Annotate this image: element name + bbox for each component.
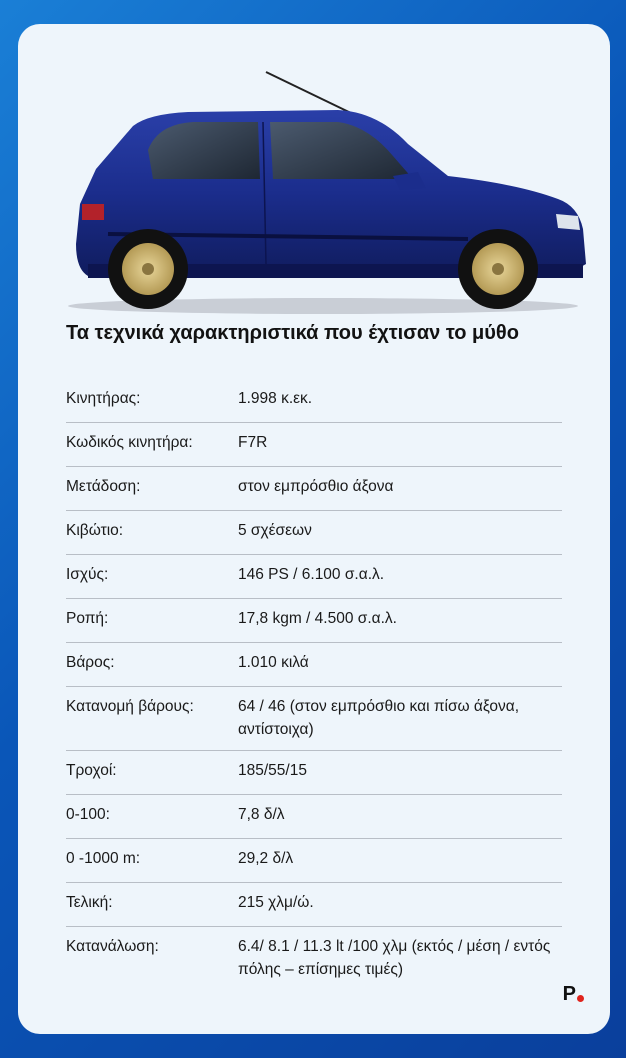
spec-row [66,643,562,687]
spec-value: 146 PS / 6.100 σ.α.λ. [238,566,385,583]
head-light [556,214,580,230]
spec-label: Βάρος: [66,654,115,671]
spec-value: 185/55/15 [238,762,307,779]
spec-label: Κωδικός κινητήρα: [66,434,193,451]
spec-value: F7R [238,434,268,451]
spec-label: Κιβώτιο: [66,522,124,539]
car-illustration [48,64,593,324]
spec-row [66,795,562,839]
spec-value: 215 χλμ/ώ. [238,894,314,911]
spec-row [66,599,562,643]
spec-value: 6.4/ 8.1 / 11.3 lt /100 χλμ (εκτός / μέση / εντός πόλης – επίσημες τιμές) [238,938,551,978]
antenna [266,72,353,114]
spec-row [66,379,562,423]
tail-light [82,204,104,220]
spec-label: 0-100: [66,806,110,823]
spec-label: Τελική: [66,894,113,911]
spec-label: Ισχύς: [66,566,109,583]
spec-card [18,24,610,1034]
spec-row [66,687,562,751]
spec-row [66,423,562,467]
spec-value: 29,2 δ/λ [238,850,294,867]
spec-value: 1.010 κιλά [238,654,309,671]
spec-label: Κινητήρας: [66,390,141,407]
spec-label: Τροχοί: [66,762,117,779]
spec-row [66,555,562,599]
front-hub [492,263,504,275]
spec-row [66,511,562,555]
logo-letter: P [562,983,576,1005]
spec-label: Κατανομή βάρους: [66,698,194,715]
spec-label: 0 -1000 m: [66,850,141,867]
rear-hub [142,263,154,275]
spec-label: Ροπή: [66,610,109,627]
spec-value: 7,8 δ/λ [238,806,285,823]
spec-title: Τα τεχνικά χαρακτηριστικά που έχτισαν το μύθο [66,322,519,344]
logo-dot [577,995,584,1002]
brand-logo [563,983,584,1006]
spec-value: στον εμπρόσθιο άξονα [238,478,394,495]
spec-row [66,839,562,883]
spec-row [66,751,562,795]
spec-row [66,467,562,511]
spec-value: 64 / 46 (στον εμπρόσθιο και πίσω άξονα, αντίστοιχα) [238,698,520,738]
spec-value: 1.998 κ.εκ. [238,390,313,407]
car-image [48,64,593,324]
spec-label: Κατανάλωση: [66,938,159,955]
spec-table [66,379,562,990]
spec-row [66,883,562,927]
spec-value: 17,8 kgm / 4.500 σ.α.λ. [238,610,397,627]
spec-label: Μετάδοση: [66,478,141,495]
rear-window [148,122,260,179]
spec-value: 5 σχέσεων [238,522,312,539]
spec-row [66,927,562,990]
